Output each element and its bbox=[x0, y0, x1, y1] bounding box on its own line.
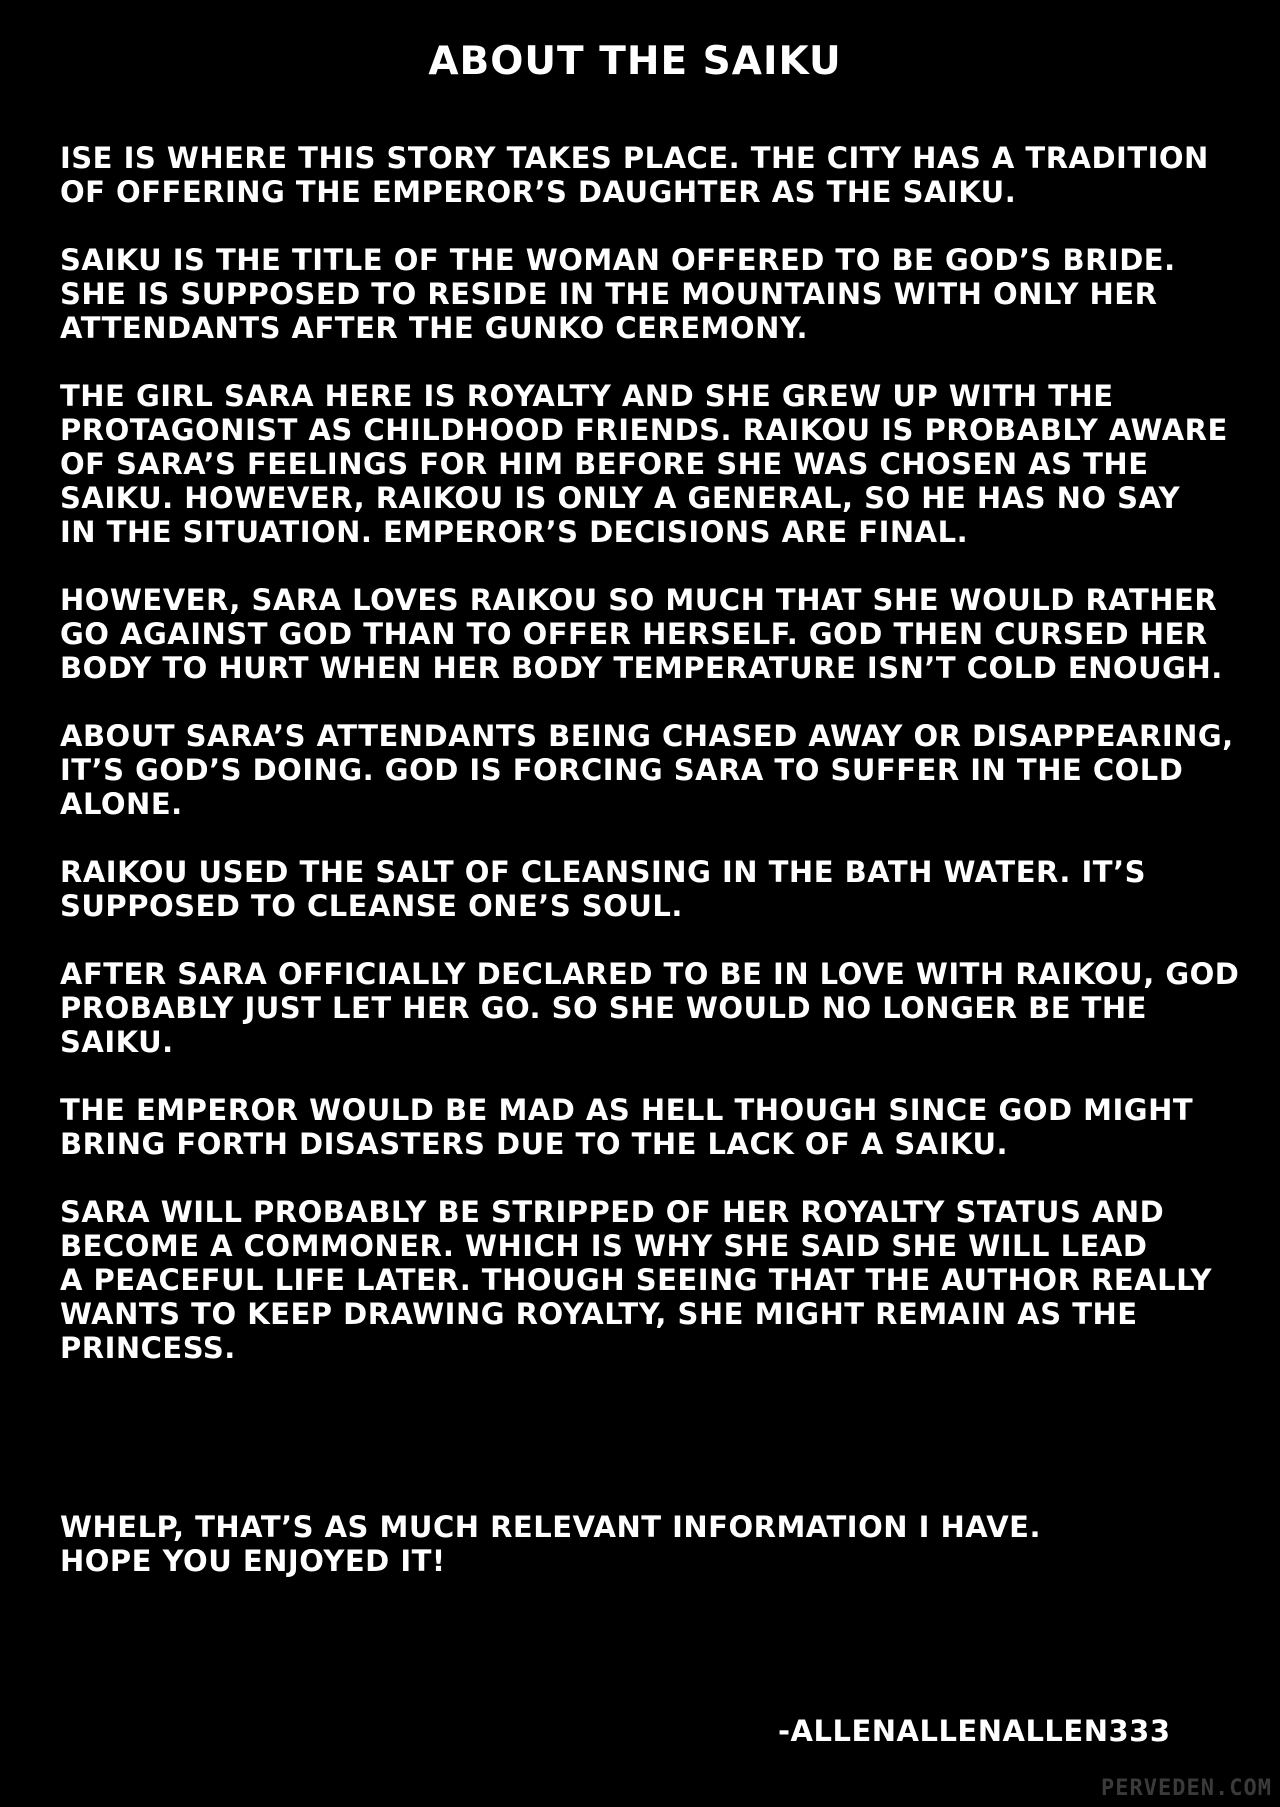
text-line: AFTER SARA OFFICIALLY DECLARED TO BE IN LOVE WITH RAIKOU, GOD bbox=[60, 957, 1240, 991]
text-line: PROTAGONIST AS CHILDHOOD FRIENDS. RAIKOU IS PROBABLY AWARE bbox=[60, 413, 1228, 447]
text-line: ALONE. bbox=[60, 787, 183, 821]
text-line: PRINCESS. bbox=[60, 1331, 236, 1365]
text-line: SHE IS SUPPOSED TO RESIDE IN THE MOUNTAINS WITH ONLY HER bbox=[60, 277, 1158, 311]
paragraph bbox=[60, 855, 1240, 923]
text-line: HOWEVER, SARA LOVES RAIKOU SO MUCH THAT SHE WOULD RATHER bbox=[60, 583, 1218, 617]
text-line: GO AGAINST GOD THAN TO OFFER HERSELF. GOD THEN CURSED HER bbox=[60, 617, 1208, 651]
paragraph bbox=[60, 379, 1240, 549]
text-line: THE EMPEROR WOULD BE MAD AS HELL THOUGH SINCE GOD MIGHT bbox=[60, 1093, 1194, 1127]
paragraph bbox=[60, 957, 1240, 1059]
text-line: HOPE YOU ENJOYED IT! bbox=[60, 1544, 446, 1578]
closing-note bbox=[60, 1510, 1041, 1578]
text-line: BECOME A COMMONER. WHICH IS WHY SHE SAID SHE WILL LEAD bbox=[60, 1229, 1148, 1263]
body-text bbox=[60, 141, 1240, 1399]
text-line: WHELP, THAT’S AS MUCH RELEVANT INFORMATION I HAVE. bbox=[60, 1510, 1041, 1544]
paragraph bbox=[60, 243, 1240, 345]
text-line: ATTENDANTS AFTER THE GUNKO CEREMONY. bbox=[60, 311, 809, 345]
text-line: SUPPOSED TO CLEANSE ONE’S SOUL. bbox=[60, 889, 683, 923]
paragraph bbox=[60, 141, 1240, 209]
text-line: OF OFFERING THE EMPEROR’S DAUGHTER AS THE SAIKU. bbox=[60, 175, 1017, 209]
text-line: BODY TO HURT WHEN HER BODY TEMPERATURE ISN’T COLD ENOUGH. bbox=[60, 651, 1223, 685]
text-line: A PEACEFUL LIFE LATER. THOUGH SEEING THAT THE AUTHOR REALLY bbox=[60, 1263, 1213, 1297]
text-line: IT’S GOD’S DOING. GOD IS FORCING SARA TO SUFFER IN THE COLD bbox=[60, 753, 1184, 787]
author-signature: -ALLENALLENALLEN333 bbox=[778, 1714, 1171, 1748]
text-line: THE GIRL SARA HERE IS ROYALTY AND SHE GREW UP WITH THE bbox=[60, 379, 1114, 413]
paragraph bbox=[60, 583, 1240, 685]
site-watermark: PERVEDEN.COM bbox=[1101, 1776, 1272, 1801]
paragraph bbox=[60, 1093, 1240, 1161]
text-line: ABOUT SARA’S ATTENDANTS BEING CHASED AWAY OR DISAPPEARING, bbox=[60, 719, 1234, 753]
text-line: WANTS TO KEEP DRAWING ROYALTY, SHE MIGHT REMAIN AS THE bbox=[60, 1297, 1138, 1331]
text-line: OF SARA’S FEELINGS FOR HIM BEFORE SHE WAS CHOSEN AS THE bbox=[60, 447, 1149, 481]
paragraph bbox=[60, 719, 1240, 821]
page-title: ABOUT THE SAIKU bbox=[428, 39, 842, 84]
text-line: SAIKU IS THE TITLE OF THE WOMAN OFFERED TO BE GOD’S BRIDE. bbox=[60, 243, 1176, 277]
text-line: IN THE SITUATION. EMPEROR’S DECISIONS ARE FINAL. bbox=[60, 515, 969, 549]
text-line: PROBABLY JUST LET HER GO. SO SHE WOULD NO LONGER BE THE bbox=[60, 991, 1147, 1025]
text-line: RAIKOU USED THE SALT OF CLEANSING IN THE BATH WATER. IT’S bbox=[60, 855, 1146, 889]
text-line: SAIKU. bbox=[60, 1025, 174, 1059]
text-line: SARA WILL PROBABLY BE STRIPPED OF HER ROYALTY STATUS AND bbox=[60, 1195, 1165, 1229]
text-line: ISE IS WHERE THIS STORY TAKES PLACE. THE CITY HAS A TRADITION bbox=[60, 141, 1209, 175]
text-line: SAIKU. HOWEVER, RAIKOU IS ONLY A GENERAL, SO HE HAS NO SAY bbox=[60, 481, 1181, 515]
paragraph bbox=[60, 1195, 1240, 1365]
text-line: BRING FORTH DISASTERS DUE TO THE LACK OF A SAIKU. bbox=[60, 1127, 1009, 1161]
